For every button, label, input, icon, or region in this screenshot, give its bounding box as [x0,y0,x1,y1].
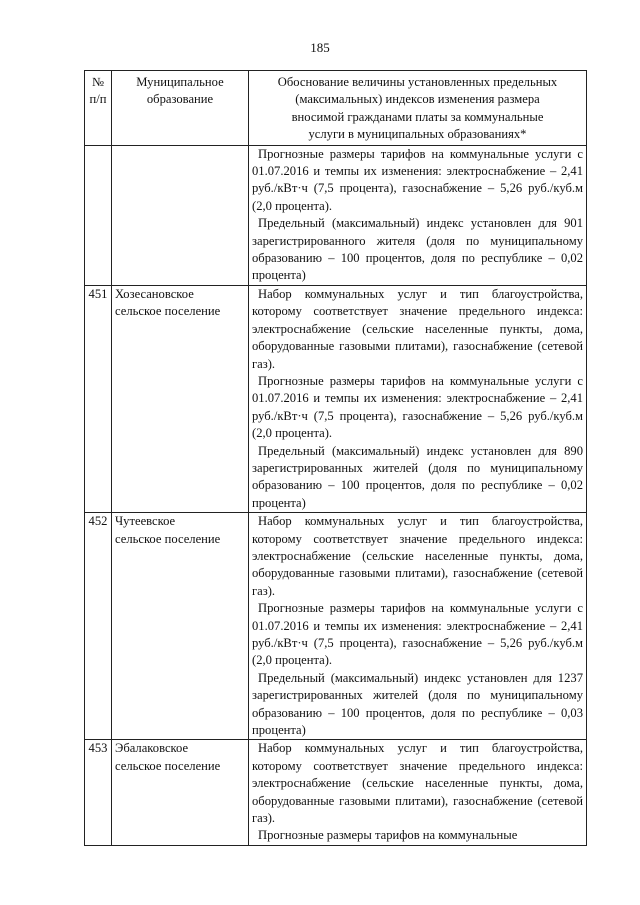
header-justification-line: услуги в муниципальных образованиях* [308,127,527,142]
justification-paragraph: Прогнозные размеры тарифов на коммунальные [258,828,518,843]
table-row [85,513,587,740]
justification-paragraph: Набор коммунальных услуг и тип благоустройства, которому соответствует значение предельного индекса: электроснабжение (сельские населенные пункты, дома, оборудованные газовыми плитами), газоснабжение (сетевой газ). [252,741,583,826]
table-row [85,285,587,512]
row-number: 452 [85,513,112,740]
header-number-line: № [91,75,105,89]
row-number: 451 [85,285,112,512]
justification-paragraph: Предельный (максимальный) индекс установлен для 1237 зарегистрированных жителей (доля по муниципальному образованию – 100 процентов, доля по республике – 0,03 процента) [252,670,583,738]
row-municipality [112,145,249,285]
row-municipality [112,513,249,740]
header-justification [249,71,587,146]
justification-paragraph: Прогнозные размеры тарифов на коммунальные услуги с 01.07.2016 и темпы их изменения: электроснабжение – 2,41 руб./кВт·ч (7,5 процента), газоснабжение – 5,26 руб./куб.м (2,0 процента). [252,601,583,668]
row-justification [249,285,587,512]
justification-paragraph: Набор коммунальных услуг и тип благоустройства, которому соответствует значение предельного индекса: электроснабжение (сельские населенные пункты, дома, оборудованные газовыми плитами), газоснабжение (сетевой газ). [252,514,583,598]
municipality-type: сельское поселение [115,758,221,773]
justification-paragraph: Прогнозные размеры тарифов на коммунальные услуги с 01.07.2016 и темпы их изменения: электроснабжение – 2,41 руб./кВт·ч (7,5 процента), газоснабжение – 5,26 руб./куб.м (2,0 процента). [252,373,583,441]
row-justification [249,740,587,845]
row-municipality [112,740,249,845]
header-municipality [112,71,249,146]
header-number-line: п/п [89,92,107,107]
row-municipality [112,285,249,512]
justification-paragraph: Предельный (максимальный) индекс установлен для 890 зарегистрированных жителей (доля по муниципальному образованию – 100 процентов, доля по республике – 0,02 процента) [252,443,583,510]
tariff-index-table [84,70,587,846]
header-justification-line: вносимой гражданами платы за коммунальные [291,109,544,124]
municipality-type: сельское поселение [115,531,221,546]
justification-paragraph: Прогнозные размеры тарифов на коммунальные услуги с 01.07.2016 и темпы их изменения: электроснабжение – 2,41 руб./кВт·ч (7,5 процента), газоснабжение – 5,26 руб./куб.м (2,0 процента). [252,146,583,213]
header-number [85,71,112,146]
header-justification-line: Обоснование величины установленных предельных [277,75,558,89]
row-justification [249,513,587,740]
header-justification-line: (максимальных) индексов изменения размера [295,92,540,107]
header-municipality-line: Муниципальное [136,75,224,89]
justification-paragraph: Предельный (максимальный) индекс установлен для 901 зарегистрированного жителя (доля по муниципальному образованию – 100 процентов, доля по республике – 0,02 процента) [252,216,583,283]
municipality-name: Хозесановское [115,286,194,301]
row-number: 453 [85,740,112,845]
municipality-type: сельское поселение [115,304,221,319]
row-justification [249,145,587,285]
table-row [85,145,587,285]
row-number [85,145,112,285]
table-header-row [85,71,587,146]
table-row [85,740,587,845]
municipality-name: Эбалаковское [115,741,189,756]
header-municipality-line: образование [146,92,214,107]
municipality-name: Чутеевское [115,514,176,529]
page-number: 185 [310,40,330,55]
justification-paragraph: Набор коммунальных услуг и тип благоустройства, которому соответствует значение предельного индекса: электроснабжение (сельские населенные пункты, дома, оборудованные газовыми плитами), газоснабжение (сетевой газ). [252,286,583,371]
